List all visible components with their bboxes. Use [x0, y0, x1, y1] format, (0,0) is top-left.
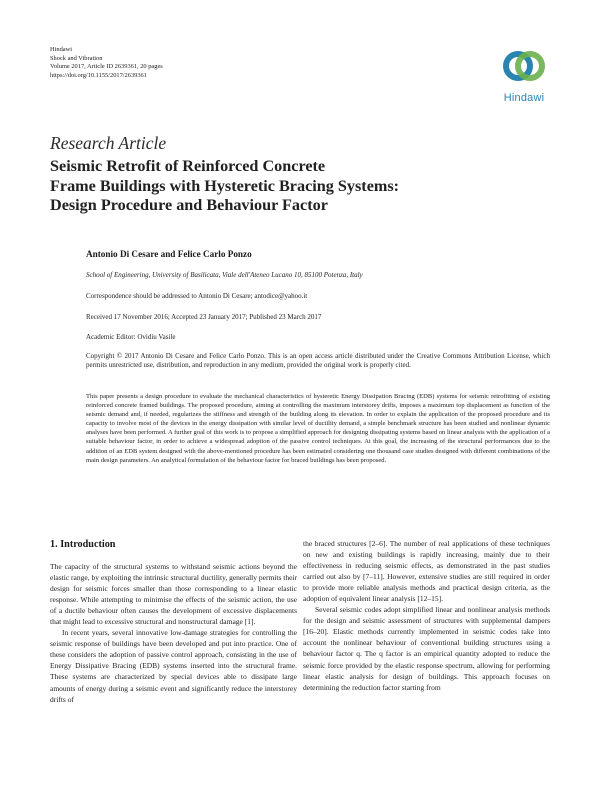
paragraph: The capacity of the structural systems to withstand seismic actions beyond the elastic range, by exploiting the intrinsic structural ductility, generally permits their design for seismic forces smaller than those corresponding to a linear elastic response. While attempting to minimise the effects of the seismic action, the use of a ductile behaviour often causes the development of excessive displacements that might lead to excessive structural and nonstructural damage [1].: [50, 562, 297, 627]
logo-text: Hindawi: [503, 92, 545, 104]
section-heading-introduction: 1. Introduction: [50, 539, 116, 550]
volume-info: Volume 2017, Article ID 2639361, 20 pages: [50, 63, 163, 71]
hindawi-logo: [497, 46, 551, 104]
title-line: Frame Buildings with Hysteretic Bracing Systems:: [50, 176, 400, 195]
journal-name: Shock and Vibration: [50, 54, 103, 62]
paragraph: the braced structures [2–6]. The number of real applications of these techniques on new and existing buildings is rapidly increasing, mainly due to their effectiveness in reducing seismic effects, as demonstrated in the past studies carried out also by [7–11]. However, extensive studies are still required in order to provide more reliable analysis methods and practical design criteria, as the adoption of equivalent linear analysis [12–15].: [303, 539, 550, 604]
intro-right-column: [303, 538, 550, 693]
abstract: This paper presents a design procedure to evaluate the mechanical characteristics of hysteretic Energy Dissipation Bracing (EDB) systems for seismic retrofitting of existing reinforced concrete framed buildings. The proposed procedure, aiming at controlling the maximum interstorey drifts, imposes a maximum top displacement as function of the seismic demand and, if needed, regularizes the stiffness and strength of the building along its elevation. In order to explain the application of the proposed procedure and its capacity to involve most of the devices in the energy dissipation with similar level of ductility demand, a simple benchmark structure has been studied and nonlinear dynamic analyses have been performed. A further goal of this work is to propose a simplified approach for designing dissipating systems based on linear analysis with the application of a suitable behaviour factor, in order to achieve a widespread adoption of the passive control techniques. At this goal, the increasing of the structural performances due to the addition of an EDB system designed with the above-mentioned procedure has been estimated considering one thousand case studies designed with different combinations of the main design parameters. An analytical formulation of the behaviour factor for braced buildings has been proposed.: [86, 393, 550, 464]
copyright-notice: Copyright © 2017 Antonio Di Cesare and Felice Carlo Ponzo. This is an open access article distributed under the Creative Commons Attribution License, which permits unrestricted use, distribution, and reproduction in any medium, provided the original work is properly cited.: [86, 352, 550, 369]
affiliation: School of Engineering, University of Basilicata, Viale dell'Ateneo Lucano 10, 85100 Potenza, Italy: [86, 271, 363, 279]
article-type: Research Article: [50, 133, 167, 153]
publisher-name: Hindawi: [50, 46, 73, 53]
title-line: Seismic Retrofit of Reinforced Concrete: [50, 157, 326, 175]
article-title: [50, 157, 520, 216]
paragraph: In recent years, several innovative low-damage strategies for controlling the seismic response of buildings have been developed and put into practice. One of these considers the adoption of passive control approach, consisting in the use of Energy Dissipative Bracing (EDB) systems inserted into the structural frame. These systems are characterized by special devices able to dissipate large amounts of energy during a seismic event and significantly reduce the interstorey drifts of: [50, 628, 297, 704]
authors: Antonio Di Cesare and Felice Carlo Ponzo: [86, 249, 252, 259]
correspondence: Correspondence should be addressed to Antonio Di Cesare; antodice@yahoo.it: [86, 292, 308, 300]
title-line: Design Procedure and Behaviour Factor: [50, 196, 328, 215]
journal-header: [50, 46, 163, 80]
paragraph: Several seismic codes adopt simplified linear and nonlinear analysis methods for the design and seismic assessment of structures with supplemental dampers [16–20]. Elastic methods currently implemented in seismic codes take into account the nonlinear behaviour of conventional building structures using a behaviour factor q. The q factor is an empirical quantity adopted to reduce the seismic force provided by the elastic response spectrum, allowing for performing linear elastic analysis for design of buildings. This approach focuses on determining the reduction factor starting from: [303, 605, 550, 692]
hindawi-logo-icon: [497, 46, 551, 86]
intro-left-column: [50, 561, 297, 705]
academic-editor: Academic Editor: Ovidiu Vasile: [86, 333, 176, 341]
publication-dates: Received 17 November 2016; Accepted 23 January 2017; Published 23 March 2017: [86, 313, 322, 321]
doi-link[interactable]: https://doi.org/10.1155/2017/2639361: [50, 71, 147, 79]
